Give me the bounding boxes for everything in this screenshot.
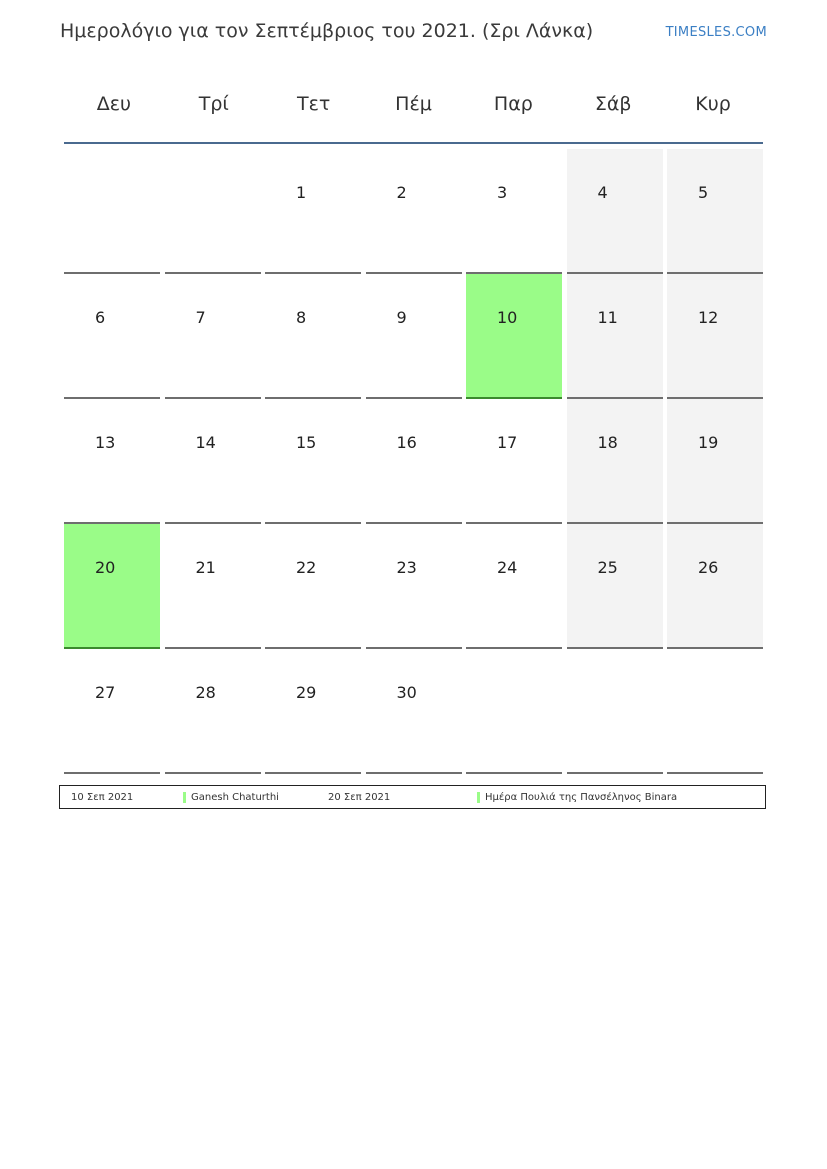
day-number: 12 [698, 308, 719, 327]
day-number: 6 [95, 308, 106, 327]
holiday-legend [59, 785, 766, 809]
weekday-mon: Δευ [96, 93, 132, 115]
day-number: 26 [698, 558, 719, 577]
day-number: 25 [597, 558, 618, 577]
day-number: 16 [396, 433, 417, 452]
day-cell[interactable] [667, 149, 763, 274]
day-cell[interactable] [567, 149, 663, 274]
day-number: 28 [195, 683, 216, 702]
legend-date-2: 20 Σεπ 2021 [328, 792, 391, 803]
empty-day-cell [466, 649, 562, 774]
day-cell[interactable] [165, 274, 261, 399]
day-cell[interactable] [64, 524, 160, 649]
day-number: 3 [497, 183, 508, 202]
day-cell[interactable] [466, 274, 562, 399]
day-cell[interactable] [667, 399, 763, 524]
weekday-thu: Πέμ [395, 93, 432, 115]
day-number: 14 [195, 433, 216, 452]
day-cell[interactable] [265, 649, 361, 774]
day-cell[interactable] [466, 524, 562, 649]
day-cell[interactable] [366, 274, 462, 399]
day-number: 11 [597, 308, 618, 327]
day-cell[interactable] [366, 399, 462, 524]
day-cell[interactable] [466, 399, 562, 524]
day-number: 15 [296, 433, 317, 452]
day-cell[interactable] [567, 274, 663, 399]
weekday-header [64, 80, 763, 128]
day-cell[interactable] [466, 149, 562, 274]
day-number: 2 [396, 183, 407, 202]
header-divider [64, 142, 763, 144]
legend-date-1: 10 Σεπ 2021 [71, 792, 134, 803]
empty-day-cell [64, 149, 160, 274]
day-number: 17 [497, 433, 518, 452]
day-number: 29 [296, 683, 317, 702]
day-cell[interactable] [366, 149, 462, 274]
day-cell[interactable] [64, 399, 160, 524]
day-number: 20 [95, 558, 116, 577]
day-cell[interactable] [265, 399, 361, 524]
day-number: 27 [95, 683, 116, 702]
day-cell[interactable] [64, 649, 160, 774]
day-cell[interactable] [366, 524, 462, 649]
day-cell[interactable] [265, 149, 361, 274]
empty-day-cell [165, 149, 261, 274]
day-cell[interactable] [165, 649, 261, 774]
day-cell[interactable] [567, 524, 663, 649]
day-number: 18 [597, 433, 618, 452]
page-title: Ημερολόγιο για τον Σεπτέμβριος του 2021. (Σρι Λάνκα) [60, 20, 594, 42]
day-number: 24 [497, 558, 518, 577]
legend-marker-1 [183, 792, 186, 803]
day-cell[interactable] [64, 274, 160, 399]
brand-link[interactable]: TIMESLES.COM [665, 25, 767, 40]
day-cell[interactable] [667, 274, 763, 399]
weekday-fri: Παρ [493, 93, 533, 115]
day-cell[interactable] [567, 399, 663, 524]
day-number: 8 [296, 308, 307, 327]
day-cell[interactable] [265, 524, 361, 649]
day-number: 19 [698, 433, 719, 452]
day-cell[interactable] [667, 524, 763, 649]
day-cell[interactable] [366, 649, 462, 774]
day-number: 7 [195, 308, 206, 327]
day-cell[interactable] [165, 399, 261, 524]
day-number: 21 [195, 558, 216, 577]
day-number: 30 [396, 683, 417, 702]
day-number: 13 [95, 433, 116, 452]
weekday-wed: Τετ [296, 93, 331, 115]
legend-name-1: Ganesh Chaturthi [191, 792, 279, 803]
day-cell[interactable] [265, 274, 361, 399]
day-number: 1 [296, 183, 307, 202]
day-number: 9 [396, 308, 407, 327]
weekday-tue: Τρί [198, 93, 229, 115]
day-number: 22 [296, 558, 317, 577]
day-number: 5 [698, 183, 709, 202]
day-number: 4 [597, 183, 608, 202]
day-number: 23 [396, 558, 417, 577]
calendar-grid [64, 149, 763, 774]
weekday-sat: Σάβ [594, 93, 632, 115]
legend-name-2: Ημέρα Πουλιά της Πανσέληνος Binara [485, 792, 678, 803]
weekday-sun: Κυρ [695, 93, 731, 115]
legend-marker-2 [477, 792, 480, 803]
day-cell[interactable] [165, 524, 261, 649]
empty-day-cell [567, 649, 663, 774]
day-number: 10 [497, 308, 518, 327]
empty-day-cell [667, 649, 763, 774]
